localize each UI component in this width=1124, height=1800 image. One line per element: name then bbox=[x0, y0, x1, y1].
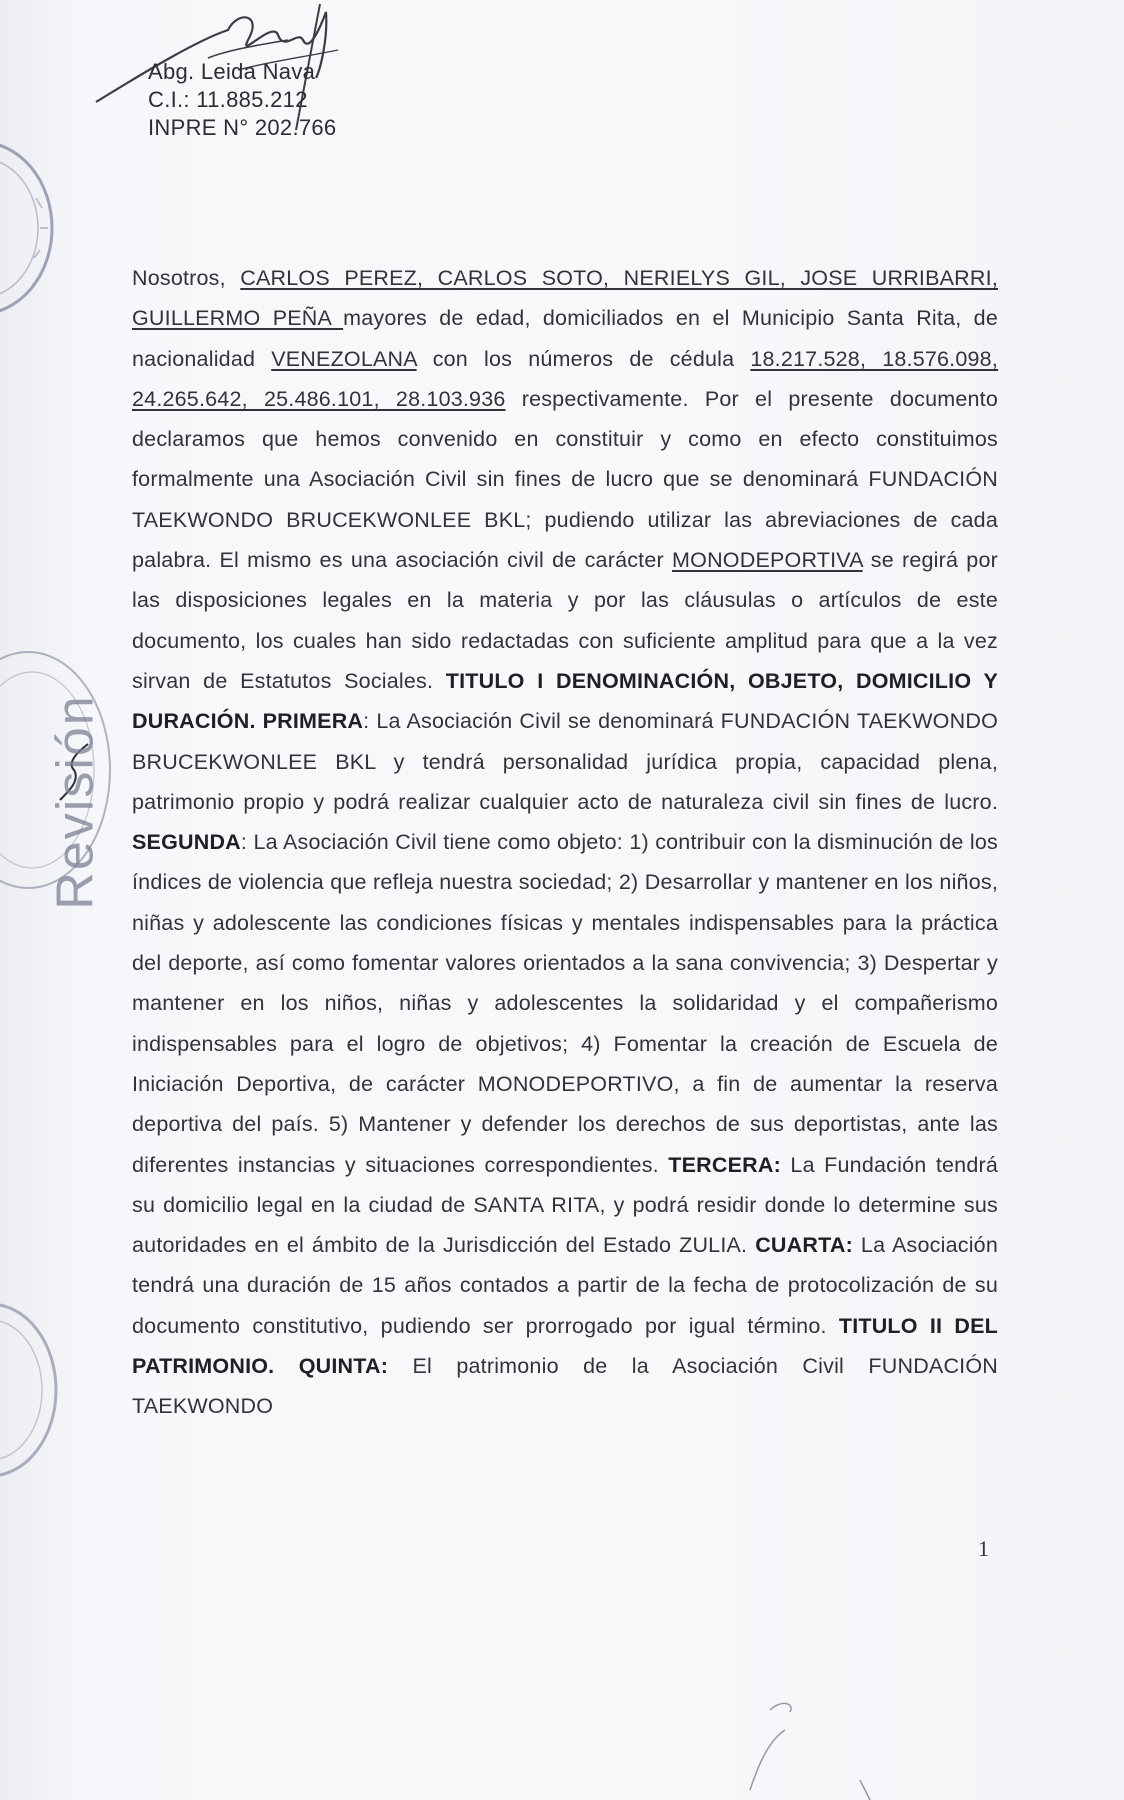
id-numbers: 18.217.528, 18.576.098, 24.265.642, 25.486.101, 28.103.936 bbox=[132, 346, 998, 411]
body-text: se regirá por las disposiciones legales en la materia y por las cláusulas o artículos de este documento, los cuales han sido redactadas con suficiente amplitud para que a la vez sirvan de Estatutos Sociales. bbox=[132, 548, 998, 693]
lawyer-id: C.I.: 11.885.212 bbox=[148, 87, 308, 112]
body-text: : La Asociación Civil se denominará FUNDACIÓN TAEKWONDO BRUCEKWONLEE BKL y tendrá personalidad jurídica propia, capacidad plena, patrimonio propio y podrá realizar cualquier acto de naturaleza civil sin fines de lucro. bbox=[132, 709, 998, 814]
stamp-top bbox=[0, 128, 60, 328]
body-text: La Asociación tendrá una duración de 15 años contados a partir de la fecha de protocolización de su documento constitutivo, pudiendo ser prorrogado por igual término. bbox=[132, 1233, 998, 1338]
title-1-heading: TITULO I DENOMINACIÓN, OBJETO, DOMICILIO Y DURACIÓN. PRIMERA bbox=[132, 668, 999, 734]
stamp-bottom bbox=[0, 1290, 70, 1490]
lawyer-inpre: INPRE N° 202.766 bbox=[148, 115, 337, 140]
body-text: respectivamente. Por el presente documento declaramos que hemos convenido en constituir y como en efecto constituimos formalmente una Asociación Civil sin fines de lucro que se denominará FUNDACIÓN TAEKWONDO BRUCEKWONLEE BKL; pudiendo utilizar las abreviaciones de cada palabra. El mismo es una asociación civil de carácter bbox=[132, 386, 998, 573]
clause-heading: CUARTA: bbox=[755, 1233, 853, 1258]
faint-scribble bbox=[740, 1690, 880, 1800]
page-number: 1 bbox=[978, 1536, 989, 1561]
nationality: VENEZOLANA bbox=[271, 346, 417, 371]
body-text: La Fundación tendrá su domicilio legal en la ciudad de SANTA RITA, y podrá residir donde lo determine sus autoridades en el ámbito de la Jurisdicción del Estado ZULIA. bbox=[132, 1152, 998, 1258]
founders-names: CARLOS PEREZ, CARLOS SOTO, NERIELYS GIL, JOSE URRIBARRI, GUILLERMO PEÑA bbox=[132, 266, 998, 331]
clause-heading: SEGUNDA bbox=[132, 830, 241, 855]
body-text: con los números de cédula bbox=[416, 346, 751, 371]
title-2-heading: TITULO II DEL PATRIMONIO. QUINTA: bbox=[132, 1313, 998, 1379]
body-text: : La Asociación Civil tiene como objeto: 1) contribuir con la disminución de los índices de violencia que refleja nuestra sociedad; 2) Desarrollar y mantener en los niños, niñas y adolescente las condiciones físicas y mentales indispensables para la práctica del deporte, así como fomentar valores orientados a la sana convivencia; 3) Despertar y mantener en los niños, niñas y adolescentes la solidaridad y el compañerismo indispensables para el logro de objetivos; 4) Fomentar la creación de Escuela de Iniciación Deportiva, de carácter MONODEPORTIVO, a fin de aumentar la reserva deportiva del país. 5) Mantener y defender los derechos de sus deportistas, ante las diferentes instancias y situaciones correspondientes. bbox=[132, 830, 998, 1177]
body-text: mayores de edad, domiciliados en el Municipio Santa Rita, de nacionalidad bbox=[132, 306, 998, 371]
body-text: El patrimonio de la Asociación Civil FUNDACIÓN TAEKWONDO bbox=[132, 1354, 999, 1419]
character-type: MONODEPORTIVA bbox=[672, 548, 863, 573]
body-text: Nosotros, bbox=[132, 266, 241, 290]
revision-stamp-text: Revisión bbox=[46, 694, 105, 910]
lawyer-name: Abg. Leida Nava bbox=[148, 59, 316, 84]
clause-heading: TERCERA: bbox=[668, 1152, 781, 1177]
lawyer-header bbox=[148, 58, 336, 142]
statute-body bbox=[132, 258, 998, 1427]
